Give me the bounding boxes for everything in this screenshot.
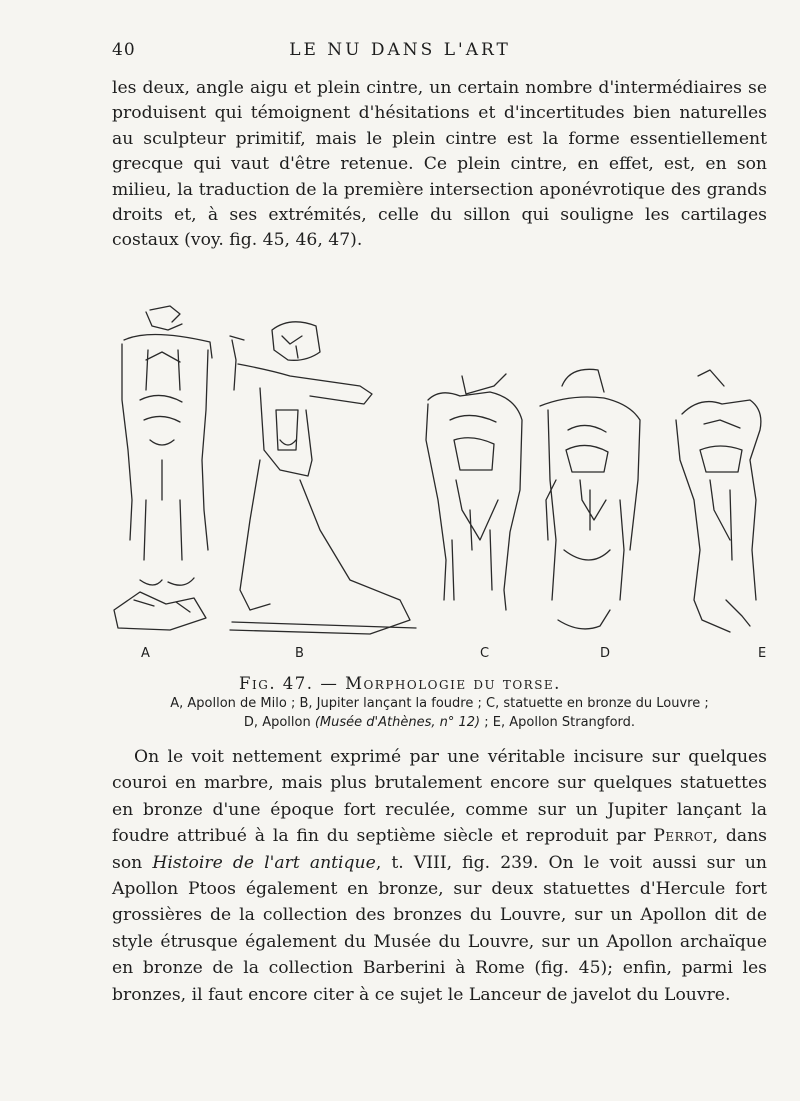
figure-letter-b: B — [295, 646, 304, 661]
figure-caption — [112, 694, 767, 732]
paragraph-2-part-2: , dans son — [112, 826, 767, 873]
figure-b-drawing — [230, 322, 416, 634]
figure-a-drawing — [114, 306, 212, 630]
caption-line2-b: ; E, Apollon Strangford. — [480, 715, 636, 730]
paragraph-2 — [112, 744, 767, 1008]
paragraph-1: les deux, angle aigu et plein cintre, un certain nombre d'intermédiaires se produisent qui témoignent d'hésitations et d'incertitudes bien naturelles au sculpteur primitif, mais le plein cintre est la forme essentiellement grecque qui vaut d'être retenue. Ce plein cintre, en effet, est, en son milieu, la traduction de la première intersection aponévrotique des grands droits et, à ses extrémités, celle du sillon qui souligne les cartilages costaux (voy. fig. 45, 46, 47). — [112, 78, 767, 251]
paragraph-2-part-1: On le voit nettement exprimé par une véritable incisure sur quelques couroi en marbre, mais plus brutalement encore sur quelques statuettes en bronze d'une époque fort reculée, comme sur un Jupiter lançant la foudre attribué à la fin du septième siècle et reproduit par — [112, 747, 767, 847]
figure-title-prefix: Fig. 47. — [239, 674, 314, 693]
figure-illustration — [110, 300, 770, 640]
author-perrot: Perrot — [653, 826, 713, 847]
figure-title-text: Morphologie du torse. — [345, 674, 561, 693]
figure-letter-c: C — [480, 646, 490, 661]
figure-caption-line-2 — [112, 713, 767, 732]
figure-title — [0, 674, 800, 693]
running-head: LE NU DANS L'ART — [289, 40, 511, 60]
figure-letter-a: A — [141, 646, 150, 661]
figure-letter-e: E — [758, 646, 767, 661]
paragraph-2-part-3: , t. VIII, fig. 239. On le voit aussi sur un Apollon Ptoos également en bronze, sur deux statuettes d'Hercule fort grossières de la collection des bronzes du Louvre, sur un Apollon dit de style étrusque également du Musée du Louvre, sur un Apollon archaïque en bronze de la collection Barberini à Rome (fig. 45); enfin, parmi les bronzes, il faut encore citer à ce sujet le Lanceur de javelot du Louvre. — [112, 852, 768, 1005]
caption-line2-a: D, Apollon — [243, 715, 315, 730]
figure-caption-line-1: A, Apollon de Milo ; B, Jupiter lançant la foudre ; C, statuette en bronze du Louvre ; — [170, 696, 709, 711]
figure-e-drawing — [676, 370, 761, 632]
figure-letter-d: D — [600, 646, 611, 661]
caption-line2-italic: (Musée d'Athènes, n° 12) — [314, 715, 481, 730]
figure-d-drawing — [540, 369, 640, 629]
page-number: 40 — [112, 40, 136, 60]
work-title: Histoire de l'art antique — [152, 852, 376, 873]
figure-c-drawing — [426, 374, 522, 610]
figure-title-dash: — — [320, 674, 339, 693]
